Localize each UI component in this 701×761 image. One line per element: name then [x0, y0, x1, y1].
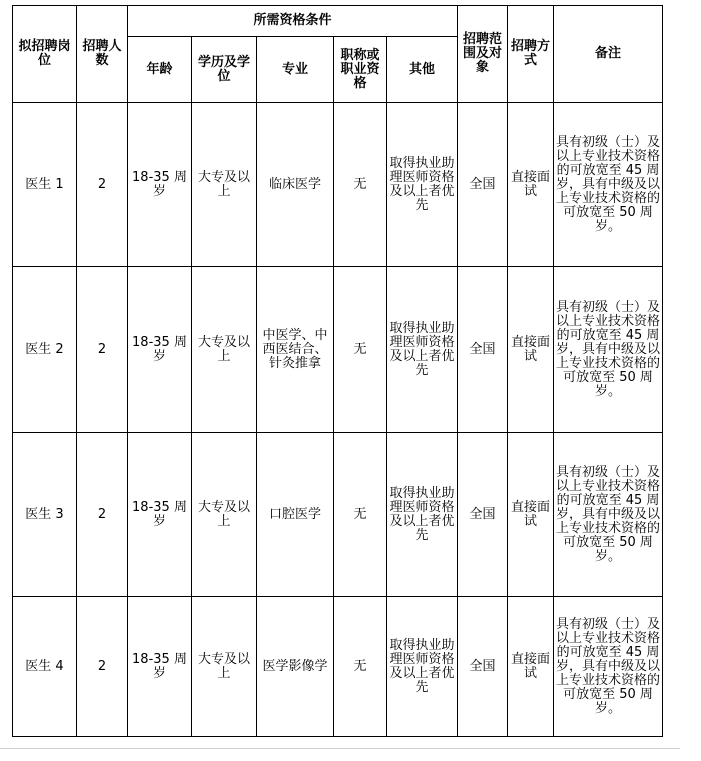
- header-method: 招聘方式: [508, 6, 554, 103]
- cell-position: 医生 3: [13, 433, 77, 597]
- cell-other: 取得执业助理医师资格及以上者优先: [387, 597, 458, 737]
- header-count: 招聘人数: [77, 6, 128, 103]
- header-major: 专业: [257, 37, 334, 103]
- table-row: [13, 103, 663, 267]
- table-row: [13, 433, 663, 597]
- header-other: 其他: [387, 37, 458, 103]
- cell-note: 具有初级（士）及以上专业技术资格的可放宽至 45 周岁，具有中级及以上专业技术资格的可放宽至 50 周岁。: [554, 267, 663, 433]
- cell-age: 18-35 周岁: [128, 597, 192, 737]
- cell-count: 2: [77, 597, 128, 737]
- cell-method: 直接面试: [508, 267, 554, 433]
- cell-scope: 全国: [458, 433, 508, 597]
- cell-position: 医生 2: [13, 267, 77, 433]
- recruitment-table: [12, 5, 663, 737]
- cell-age: 18-35 周岁: [128, 433, 192, 597]
- header-age: 年龄: [128, 37, 192, 103]
- cell-count: 2: [77, 103, 128, 267]
- header-scope: 招聘范围及对象: [458, 6, 508, 103]
- cell-scope: 全国: [458, 597, 508, 737]
- cell-education: 大专及以上: [192, 103, 257, 267]
- cell-note: 具有初级（士）及以上专业技术资格的可放宽至 45 周岁，具有中级及以上专业技术资格的可放宽至 50 周岁。: [554, 433, 663, 597]
- cell-other: 取得执业助理医师资格及以上者优先: [387, 103, 458, 267]
- cell-count: 2: [77, 267, 128, 433]
- cell-education: 大专及以上: [192, 267, 257, 433]
- cell-method: 直接面试: [508, 597, 554, 737]
- header-note: 备注: [554, 6, 663, 103]
- cell-major: 中医学、中西医结合、针灸推拿: [257, 267, 334, 433]
- cell-major: 口腔医学: [257, 433, 334, 597]
- header-row-1: [13, 6, 663, 37]
- bottom-divider: [0, 748, 680, 749]
- cell-title: 无: [334, 103, 387, 267]
- cell-title: 无: [334, 433, 387, 597]
- cell-major: 临床医学: [257, 103, 334, 267]
- cell-method: 直接面试: [508, 103, 554, 267]
- cell-age: 18-35 周岁: [128, 267, 192, 433]
- cell-position: 医生 1: [13, 103, 77, 267]
- cell-age: 18-35 周岁: [128, 103, 192, 267]
- cell-count: 2: [77, 433, 128, 597]
- header-qualifications: 所需资格条件: [128, 6, 458, 37]
- header-education: 学历及学位: [192, 37, 257, 103]
- cell-scope: 全国: [458, 267, 508, 433]
- cell-scope: 全国: [458, 103, 508, 267]
- cell-title: 无: [334, 267, 387, 433]
- cell-method: 直接面试: [508, 433, 554, 597]
- cell-other: 取得执业助理医师资格及以上者优先: [387, 267, 458, 433]
- header-position: 拟招聘岗位: [13, 6, 77, 103]
- table-row: [13, 267, 663, 433]
- cell-education: 大专及以上: [192, 433, 257, 597]
- cell-note: 具有初级（士）及以上专业技术资格的可放宽至 45 周岁，具有中级及以上专业技术资格的可放宽至 50 周岁。: [554, 103, 663, 267]
- cell-note: 具有初级（士）及以上专业技术资格的可放宽至 45 周岁，具有中级及以上专业技术资格的可放宽至 50 周岁。: [554, 597, 663, 737]
- header-title: 职称或职业资格: [334, 37, 387, 103]
- cell-major: 医学影像学: [257, 597, 334, 737]
- cell-position: 医生 4: [13, 597, 77, 737]
- cell-education: 大专及以上: [192, 597, 257, 737]
- cell-other: 取得执业助理医师资格及以上者优先: [387, 433, 458, 597]
- cell-title: 无: [334, 597, 387, 737]
- table-row: [13, 597, 663, 737]
